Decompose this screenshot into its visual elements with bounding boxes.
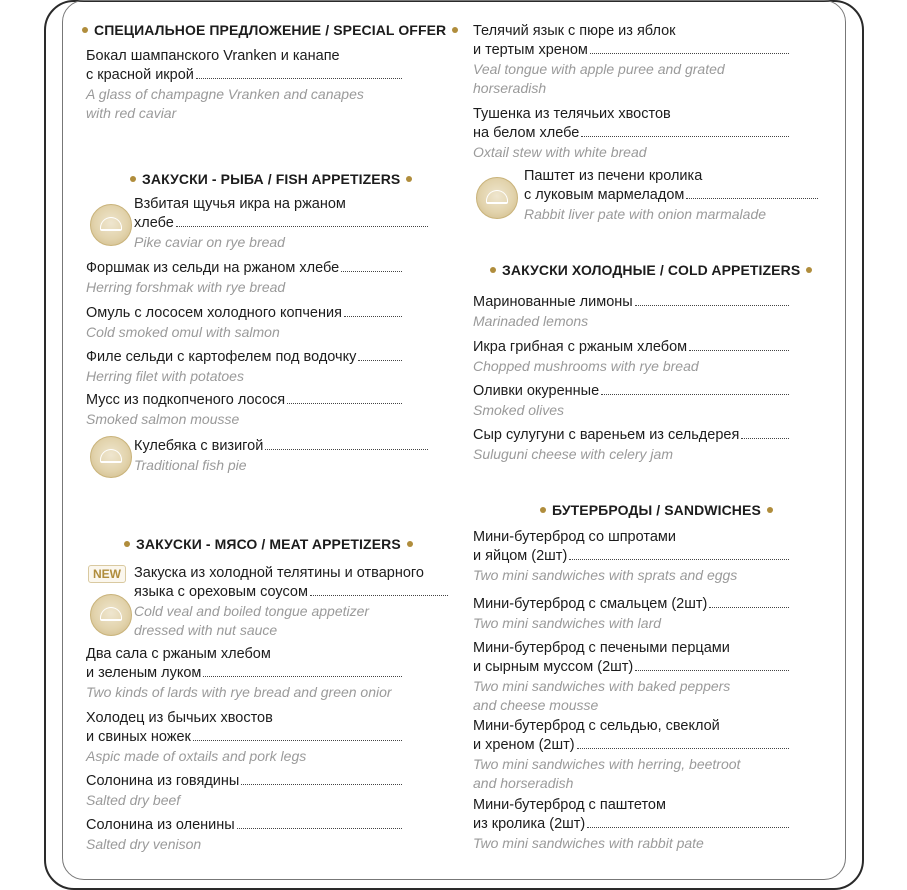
item-name-ru: Мини-бутерброд с смальцем (2шт) <box>473 595 833 614</box>
bullet-dot-icon <box>406 176 412 182</box>
item-name-ru: Мини-бутерброд с паштетом из кролика (2шт) <box>473 796 833 834</box>
dotted-leader <box>635 669 789 671</box>
dotted-leader <box>196 77 402 79</box>
dotted-leader <box>341 270 402 272</box>
item-name-en: A glass of champagne Vranken and canapes with red caviar <box>86 86 364 121</box>
menu-item <box>134 195 434 252</box>
item-name-en: Two mini sandwiches with sprats and eggs <box>473 567 738 583</box>
section-title-fish-appetizers: ЗАКУСКИ - РЫБА / FISH APPETIZERS <box>124 171 418 187</box>
menu-item <box>86 259 446 297</box>
item-name-ru: Мини-бутерброд с сельдью, свеклой и хреном (2шт) <box>473 717 833 755</box>
item-name-ru: Мусс из подкопченого лосося <box>86 391 446 410</box>
item-name-ru: Закуска из холодной телятины и отварного языка с ореховым соусом <box>134 564 454 602</box>
item-name-ru: Солонина из говядины <box>86 772 446 791</box>
item-name-ru: Бокал шампанского Vranken и канапе с красной икрой <box>86 47 446 85</box>
item-name-ru: Омуль с лососем холодного копчения <box>86 304 446 323</box>
restaurant-seal-icon <box>90 594 132 636</box>
item-name-ru: Форшмак из сельди на ржаном хлебе <box>86 259 446 278</box>
menu-item <box>473 105 833 162</box>
item-name-en: Two kinds of lards with rye bread and green onior <box>86 684 392 700</box>
item-name-en: Marinaded lemons <box>473 313 589 329</box>
item-name-ru: Паштет из печени кролика с луковым мармеладом <box>524 167 824 205</box>
dotted-leader <box>601 393 789 395</box>
menu-item <box>86 709 446 766</box>
section-title-sandwiches: БУТЕРБРОДЫ / SANDWICHES <box>534 502 779 518</box>
dotted-leader <box>569 558 789 560</box>
bullet-dot-icon <box>407 541 413 547</box>
item-name-ru: Два сала с ржаным хлебом и зеленым луком <box>86 645 446 683</box>
dotted-leader <box>344 315 402 317</box>
menu-item <box>473 796 833 853</box>
item-name-en: Veal tongue with apple puree and grated horseradish <box>473 61 725 96</box>
dotted-leader <box>577 747 789 749</box>
dotted-leader <box>689 349 789 351</box>
item-name-en: Herring forshmak with rye bread <box>86 279 286 295</box>
menu-item <box>473 382 833 420</box>
menu-item <box>134 437 434 475</box>
dotted-leader <box>709 606 789 608</box>
item-name-ru: Оливки окуренные <box>473 382 833 401</box>
section-title-meat-appetizers: ЗАКУСКИ - МЯСО / MEAT APPETIZERS <box>118 536 419 552</box>
dotted-leader <box>686 197 818 199</box>
dotted-leader <box>741 437 789 439</box>
bullet-dot-icon <box>806 267 812 273</box>
dotted-leader <box>590 52 789 54</box>
bullet-dot-icon <box>540 507 546 513</box>
item-name-ru: Телячий язык с пюре из яблок и тертым хреном <box>473 22 833 60</box>
item-name-en: Two mini sandwiches with lard <box>473 615 662 631</box>
section-title-special-offer: СПЕЦИАЛЬНОЕ ПРЕДЛОЖЕНИЕ / SPECIAL OFFER <box>76 22 464 38</box>
dotted-leader <box>237 827 402 829</box>
item-name-en: Two mini sandwiches with herring, beetroot and horseradish <box>473 756 741 791</box>
item-name-ru: Филе сельди с картофелем под водочку <box>86 348 446 367</box>
dotted-leader <box>193 739 402 741</box>
bullet-dot-icon <box>124 541 130 547</box>
item-name-ru: Маринованные лимоны <box>473 293 833 312</box>
menu-item <box>473 426 833 464</box>
item-name-ru: Сыр сулугуни с вареньем из сельдерея <box>473 426 833 445</box>
item-name-ru: Взбитая щучья икра на ржаном хлебе <box>134 195 434 233</box>
item-name-en: Oxtail stew with white bread <box>473 144 647 160</box>
section-title-cold-appetizers: ЗАКУСКИ ХОЛОДНЫЕ / COLD APPETIZERS <box>484 262 818 278</box>
item-name-en: Rabbit liver pate with onion marmalade <box>524 206 767 222</box>
item-name-en: Smoked salmon mousse <box>86 411 240 427</box>
menu-item <box>473 22 833 98</box>
dotted-leader <box>358 359 402 361</box>
bullet-dot-icon <box>452 27 458 33</box>
menu-item <box>86 391 446 429</box>
item-name-en: Herring filet with potatoes <box>86 368 244 384</box>
menu-item <box>524 167 824 224</box>
dotted-leader <box>176 225 428 227</box>
menu-item <box>86 645 446 702</box>
menu-item <box>86 772 446 810</box>
item-name-en: Two mini sandwiches with baked peppers and cheese mousse <box>473 678 731 713</box>
menu-item <box>86 816 446 854</box>
item-name-ru: Мини-бутерброд с печеными перцами и сырным муссом (2шт) <box>473 639 833 677</box>
new-badge: NEW <box>88 565 126 583</box>
restaurant-seal-icon <box>476 177 518 219</box>
item-name-en: Traditional fish pie <box>134 457 247 473</box>
dotted-leader <box>203 675 402 677</box>
item-name-ru: Тушенка из телячьих хвостов на белом хлебе <box>473 105 833 143</box>
menu-item <box>134 564 454 640</box>
item-name-ru: Икра грибная с ржаным хлебом <box>473 338 833 357</box>
menu-item <box>86 47 446 123</box>
menu-item <box>473 528 833 585</box>
dotted-leader <box>287 402 402 404</box>
restaurant-seal-icon <box>90 204 132 246</box>
item-name-en: Salted dry beef <box>86 792 181 808</box>
menu-item <box>86 304 446 342</box>
item-name-en: Smoked olives <box>473 402 565 418</box>
dotted-leader <box>265 448 428 450</box>
item-name-en: Aspic made of oxtails and pork legs <box>86 748 307 764</box>
item-name-ru: Солонина из оленины <box>86 816 446 835</box>
dotted-leader <box>310 594 448 596</box>
dotted-leader <box>581 135 789 137</box>
item-name-en: Cold veal and boiled tongue appetizer dressed with nut sauce <box>134 603 370 638</box>
bullet-dot-icon <box>490 267 496 273</box>
item-name-ru: Кулебяка с визигой <box>134 437 434 456</box>
item-name-en: Salted dry venison <box>86 836 202 852</box>
item-name-ru: Мини-бутерброд со шпротами и яйцом (2шт) <box>473 528 833 566</box>
restaurant-seal-icon <box>90 436 132 478</box>
item-name-en: Chopped mushrooms with rye bread <box>473 358 699 374</box>
menu-item <box>473 338 833 376</box>
bullet-dot-icon <box>130 176 136 182</box>
bullet-dot-icon <box>82 27 88 33</box>
menu-item <box>473 639 833 715</box>
item-name-ru: Холодец из бычьих хвостов и свиных ножек <box>86 709 446 747</box>
menu-item <box>473 595 833 633</box>
menu-item <box>473 717 833 793</box>
item-name-en: Pike caviar on rye bread <box>134 234 285 250</box>
menu-item <box>473 293 833 331</box>
bullet-dot-icon <box>767 507 773 513</box>
item-name-en: Suluguni cheese with celery jam <box>473 446 673 462</box>
dotted-leader <box>587 826 789 828</box>
item-name-en: Cold smoked omul with salmon <box>86 324 280 340</box>
dotted-leader <box>241 783 402 785</box>
menu-item <box>86 348 446 386</box>
item-name-en: Two mini sandwiches with rabbit pate <box>473 835 704 851</box>
dotted-leader <box>635 304 789 306</box>
